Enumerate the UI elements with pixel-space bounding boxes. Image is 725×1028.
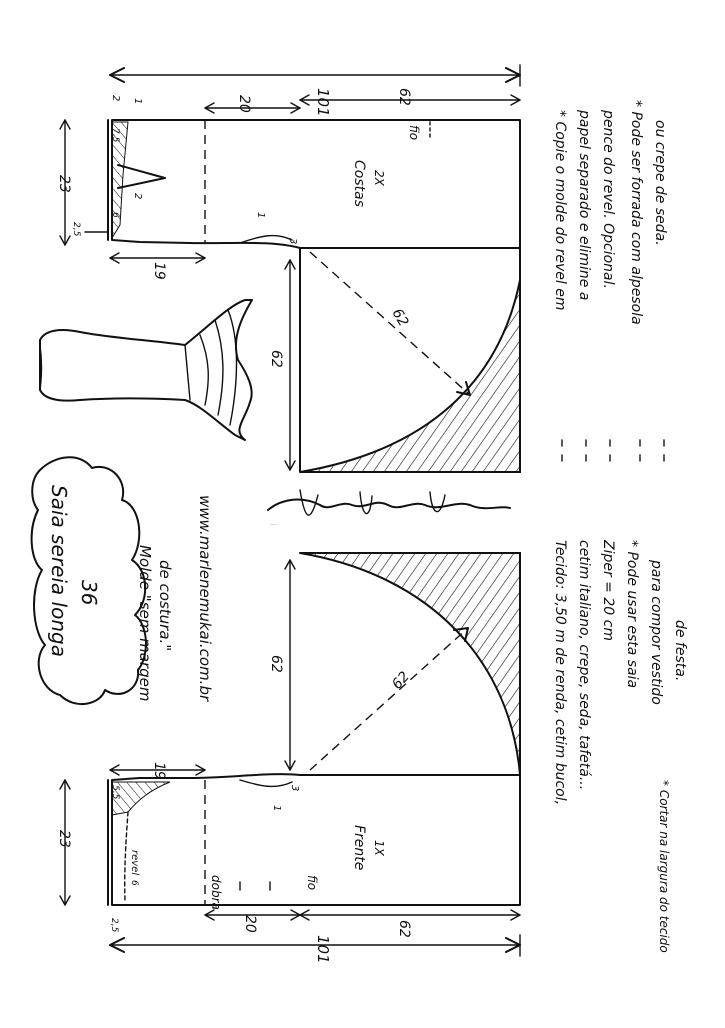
instructions-line1: * Copie o molde do revel em — [552, 110, 568, 311]
back-piece — [60, 65, 520, 472]
skirt-sketch-outline — [40, 300, 252, 440]
front-seg62-label: 62 — [396, 920, 412, 938]
front-seg20-label: 20 — [242, 915, 258, 933]
back-small-6: 6 — [110, 212, 120, 218]
skirt-silhouette-sketch — [40, 300, 252, 440]
front-side62-label: 62 — [268, 655, 284, 673]
front-piece-count: 1X — [372, 840, 386, 856]
fabric-notes — [552, 539, 688, 953]
front-hip19-label: 19 — [151, 762, 167, 780]
front-small-6: 6 — [129, 880, 139, 886]
back-small-2b: 2 — [132, 193, 143, 200]
website: www.marlenemukai.com.br — [196, 495, 214, 702]
molde-line2: de costura." — [156, 560, 174, 652]
title-line2: 36 — [77, 580, 101, 606]
front-radius-line — [310, 628, 468, 770]
back-small-1b: 1 — [255, 212, 266, 219]
instructions-line4: * Pode ser forrada com alpesola — [628, 100, 644, 325]
front-radius-label: 62 — [389, 668, 413, 693]
instructions-line3: pence do revel. Opcional. — [600, 110, 616, 289]
back-side62-label: 62 — [268, 350, 284, 368]
back-radius-label: 62 — [388, 306, 412, 330]
front-small-1: 1 — [271, 805, 282, 812]
fabric-line6: para compor vestido — [648, 560, 664, 705]
front-revel-label: revel — [129, 850, 140, 876]
front-fold-label: dobra — [209, 875, 223, 910]
instructions-separator-marks — [562, 440, 664, 461]
title-line1: Saia sereia longa — [47, 485, 71, 657]
instructions-line5: ou crepe de seda. — [652, 120, 668, 246]
front-piece-label: Frente — [351, 825, 367, 871]
signature-text: Marlene Mukai — [270, 525, 278, 526]
signature — [268, 490, 510, 526]
fabric-line7: de festa. — [672, 620, 688, 682]
back-grain-label: fio — [407, 125, 421, 141]
back-piece-label: Costas — [351, 160, 367, 207]
back-piece-count: 2X — [372, 170, 386, 186]
front-small-5-5: 5,5 — [110, 785, 120, 800]
back-small-2a: 2 — [110, 95, 121, 102]
front-flare-hatch — [300, 553, 520, 775]
back-small-1a: 1 — [132, 98, 143, 105]
back-seg62-label: 62 — [396, 88, 412, 106]
fabric-line1: Tecido: 3,50 m de renda, cetim bucol, — [552, 540, 568, 806]
molde-note — [136, 495, 214, 702]
front-grain-label: fio — [305, 875, 319, 891]
instructions-line2: papel separado e elimine a — [576, 110, 592, 301]
back-small-2-5: 2,5 — [71, 222, 81, 237]
fabric-line2: cetim italiano, crepe, seda, tafetá... — [576, 540, 592, 791]
instructions — [552, 100, 668, 461]
back-outline — [112, 120, 520, 248]
front-height23-label: 23 — [56, 830, 72, 848]
fabric-line5: * Pode usar esta saia — [624, 540, 640, 689]
front-small-2-5: 2,5 — [109, 918, 119, 933]
back-total-width-label: 101 — [314, 88, 332, 117]
back-flare-hatch — [300, 280, 520, 472]
back-height23-label: 23 — [56, 175, 72, 193]
title-cloud — [32, 457, 146, 704]
back-dart — [118, 165, 165, 188]
front-total-width-label: 101 — [314, 935, 332, 964]
back-small-3: 3 — [287, 238, 298, 245]
front-small-3: 3 — [289, 785, 300, 792]
molde-line1: Molde "sem margem — [136, 545, 154, 702]
back-radius-line — [310, 252, 470, 395]
back-hip19-label: 19 — [151, 262, 167, 280]
back-small-7-5: 7,5 — [110, 128, 120, 143]
back-seg20-label: 20 — [236, 95, 252, 113]
front-piece — [60, 553, 520, 956]
front-labels — [56, 655, 413, 964]
fabric-line3: Ziper = 20 cm — [600, 540, 616, 641]
fabric-line4: * Cortar na largura do tecido — [657, 780, 671, 953]
